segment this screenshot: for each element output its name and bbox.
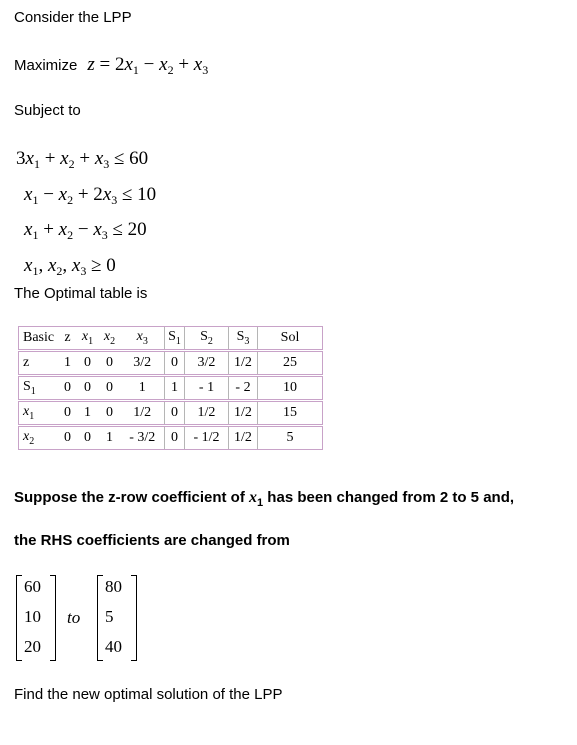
constraint-subscript: 1 — [32, 192, 39, 207]
constraint-subscript: 1 — [33, 157, 40, 171]
constraint-term: ≤ 10 — [117, 183, 157, 205]
table-header-cell: Sol — [258, 327, 323, 351]
table-cell: - 2 — [229, 376, 258, 401]
table-cell: 0 — [99, 401, 121, 426]
table-basic-cell: z — [19, 351, 59, 376]
objective-term: − x — [138, 54, 168, 75]
table-basic-cell: $x_1$ — [19, 401, 59, 426]
table-intro-text: The Optimal table is — [14, 285, 148, 302]
constraint-term: + 2x — [73, 183, 112, 205]
table-header-cell: $x_1$ — [77, 327, 99, 351]
rhs-new-value: 40 — [105, 637, 122, 656]
change-line-1-post: has been changed from 2 to 5 and, — [263, 489, 515, 506]
constraint-term: x — [24, 183, 33, 205]
table-cell: 1 — [99, 426, 121, 450]
rhs-old-right-bracket — [50, 575, 56, 661]
rhs-to-text: to — [67, 608, 81, 627]
rhs-old-value: 60 — [24, 577, 41, 596]
change-line-2: the RHS coefficients are changed from — [14, 532, 290, 549]
constraint-2 — [16, 180, 156, 216]
question-text: Find the new optimal solution of the LPP — [14, 686, 283, 703]
table-cell: 0 — [165, 351, 185, 376]
change-line-1 — [14, 489, 514, 509]
table-header-cell: $x_3$ — [121, 327, 165, 351]
objective-line — [14, 54, 208, 78]
change-line-1-var: x — [249, 489, 258, 506]
table-cell: 25 — [258, 351, 323, 376]
maximize-label: Maximize — [14, 57, 78, 74]
constraint-subscript: 1 — [32, 263, 39, 278]
table-header-cell: $S_1$ — [165, 327, 185, 351]
table-cell: 15 — [258, 401, 323, 426]
objective-term: + x — [173, 54, 203, 75]
constraint-subscript: 3 — [80, 263, 87, 278]
change-line-1-pre: Suppose the z-row coefficient of — [14, 489, 250, 506]
table-basic-cell: $S_1$ — [19, 376, 59, 401]
constraint-term: , x — [38, 254, 57, 276]
intro-text: Consider the LPP — [14, 9, 132, 26]
table-cell: 5 — [258, 426, 323, 450]
rhs-old-value: 20 — [24, 637, 41, 656]
table-cell: 0 — [165, 426, 185, 450]
table-row — [19, 351, 323, 376]
constraint-term: , x — [62, 254, 81, 276]
table-row — [19, 426, 323, 450]
table-header-row — [19, 327, 323, 351]
constraint-subscript: 3 — [111, 192, 118, 207]
constraint-term: ≥ 0 — [86, 254, 116, 276]
objective-subscript: 2 — [167, 63, 174, 77]
constraint-term: 3x — [16, 148, 34, 169]
constraint-1 — [16, 144, 156, 180]
constraint-term: + x — [38, 219, 68, 240]
objective-subscript: 3 — [202, 63, 209, 77]
constraint-subscript: 3 — [101, 228, 108, 242]
rhs-old-matrix — [16, 575, 56, 659]
objective-function — [87, 54, 208, 75]
table-cell: 1 — [121, 376, 165, 401]
constraint-term: + x — [74, 148, 104, 169]
table-cell: 1/2 — [229, 351, 258, 376]
constraint-term: ≤ 20 — [107, 219, 147, 240]
table-header-cell: $S_3$ — [229, 327, 258, 351]
table-cell: 1/2 — [185, 401, 229, 426]
table-cell: - 1 — [185, 376, 229, 401]
table-cell: - 1/2 — [185, 426, 229, 450]
rhs-new-right-bracket — [131, 575, 137, 661]
table-basic-cell: $x_2$ — [19, 426, 59, 450]
rhs-old-value: 10 — [24, 607, 41, 626]
table-row — [19, 376, 323, 401]
table-cell: 1 — [59, 351, 77, 376]
table-header-cell: Basic — [19, 327, 59, 351]
rhs-new-left-bracket — [97, 575, 103, 661]
constraint-term: ≤ 60 — [109, 148, 149, 169]
constraint-4 — [16, 251, 156, 287]
table-cell: 1/2 — [229, 401, 258, 426]
subject-to-text: Subject to — [14, 102, 81, 119]
table-cell: 0 — [77, 426, 99, 450]
table-cell: 1 — [165, 376, 185, 401]
table-cell: 1/2 — [121, 401, 165, 426]
rhs-new-matrix — [97, 575, 137, 659]
constraint-term: + x — [39, 148, 69, 169]
table-cell: 0 — [77, 351, 99, 376]
table-cell: 1 — [77, 401, 99, 426]
table-cell: 0 — [59, 401, 77, 426]
rhs-new-value: 80 — [105, 577, 122, 596]
table-cell: 1/2 — [229, 426, 258, 450]
constraint-subscript: 2 — [56, 263, 63, 278]
constraint-term: x — [24, 254, 33, 276]
constraint-subscript: 2 — [67, 192, 74, 207]
table-row — [19, 401, 323, 426]
change-line-1-sub: 1 — [257, 497, 264, 509]
constraint-term: − x — [38, 183, 68, 205]
table-cell: 0 — [59, 376, 77, 401]
objective-subscript: 1 — [132, 63, 139, 77]
optimal-table — [18, 326, 323, 450]
constraint-term: − x — [73, 219, 102, 240]
constraints-block — [16, 144, 156, 286]
table-header-cell: z — [59, 327, 77, 351]
rhs-new-value: 5 — [105, 607, 114, 626]
constraint-term: x — [24, 219, 33, 240]
table-cell: 10 — [258, 376, 323, 401]
table-header-cell: $x_2$ — [99, 327, 121, 351]
constraint-subscript: 1 — [32, 228, 39, 242]
table-cell: 0 — [165, 401, 185, 426]
table-cell: 0 — [59, 426, 77, 450]
table-cell: 3/2 — [185, 351, 229, 376]
constraint-subscript: 2 — [68, 157, 75, 171]
objective-term: z = 2x — [87, 54, 133, 75]
table-cell: - 3/2 — [121, 426, 165, 450]
table-cell: 0 — [99, 351, 121, 376]
table-header-cell: $S_2$ — [185, 327, 229, 351]
rhs-old-left-bracket — [16, 575, 22, 661]
constraint-3 — [16, 215, 156, 251]
table-cell: 3/2 — [121, 351, 165, 376]
table-cell: 0 — [99, 376, 121, 401]
constraint-subscript: 2 — [67, 228, 74, 242]
table-cell: 0 — [77, 376, 99, 401]
constraint-subscript: 3 — [103, 157, 110, 171]
